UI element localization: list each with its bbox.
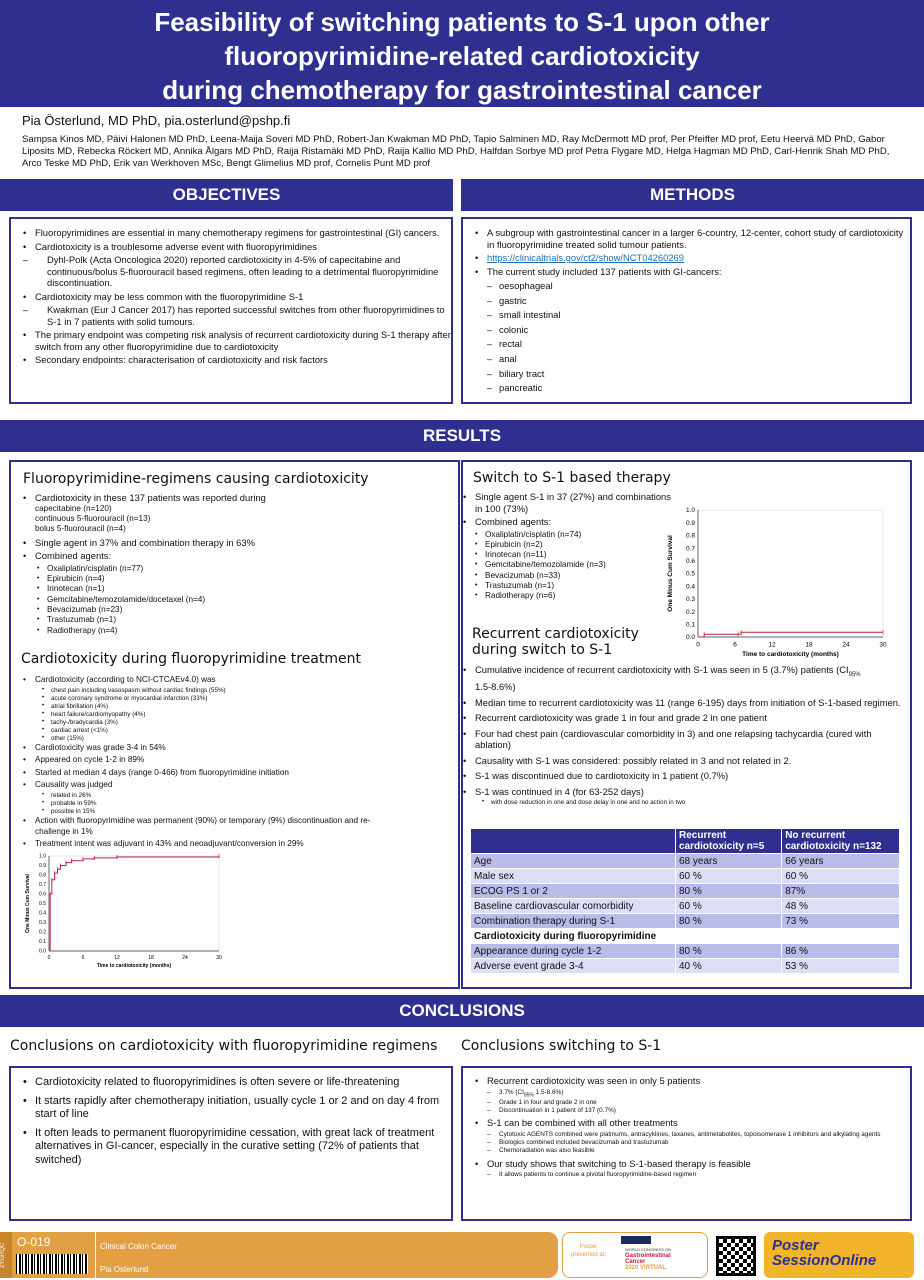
table-cell: Appearance during cycle 1-2: [471, 944, 676, 959]
x-tick-label: 6: [81, 955, 85, 961]
recurrent-item: • S-1 was discontinued due to cardiotoxicity in 1 patient (0.7%): [451, 770, 901, 782]
table-cell: 66 years: [782, 854, 900, 869]
conclusion-subitem: – It allows patients to continue a pivotal fluoropyrimidine-based regimen: [475, 1171, 910, 1179]
cardiotox-item: • Treatment intent was adjuvant in 43% and neoadjuvant/conversion in 29%: [11, 839, 451, 849]
title-line-3: during chemotherapy for gastrointestinal cancer: [162, 75, 762, 105]
y-tick-label: 0.1: [685, 621, 695, 629]
postersessiononline-logo[interactable]: [764, 1232, 914, 1278]
y-tick-label: 0.0: [685, 634, 695, 642]
y-axis-label: One Minus Cum Survival: [25, 874, 31, 933]
s1-combined-agent: • Irinotecan (n=11): [473, 550, 671, 560]
table-row: [471, 959, 900, 974]
x-axis-label: Time to cardiotoxicity (months): [742, 651, 839, 658]
table-cell: 53 %: [782, 959, 900, 974]
poster-code: O-019: [17, 1235, 51, 1249]
cardiotox-item: • Causality was judged: [11, 780, 451, 790]
regimen-item: • Combined agents:: [11, 550, 451, 562]
cardiotox-heading: Cardiotoxicity during fluoropyrimidine treatment: [21, 651, 361, 667]
table-header-cell: Recurrent cardiotoxicity n=5: [676, 829, 782, 854]
site-item: – oesophageal: [475, 279, 910, 294]
conclusion-item: • S-1 can be combined with all other treatments: [463, 1117, 910, 1129]
combined-agent: • Radiotherapy (n=4): [35, 626, 451, 636]
footer-vertical-code: 2YGRQC: [0, 1232, 12, 1278]
site-item: – small intestinal: [475, 308, 910, 323]
x-tick-label: 18: [805, 641, 813, 649]
combined-agent: • Epirubicin (n=4): [35, 574, 451, 584]
table-cell: 87%: [782, 884, 900, 899]
s1-combined-agent: • Epirubicin (n=2): [473, 540, 671, 550]
regimen-detail: bolus 5-fluorouracil (n=4): [35, 524, 126, 534]
regimens-heading: Fluoropyrimidine-regimens causing cardiotoxicity: [23, 471, 369, 487]
plot-frame: [49, 856, 219, 951]
y-tick-label: 0.3: [685, 596, 695, 604]
recurrent-item: • Four had chest pain (cardiovascular comorbidity in 3) and one relapsing tachycardia (cured with ablation): [451, 728, 901, 751]
causality-item: • possible in 15%: [41, 808, 451, 816]
table-cell: 73 %: [782, 914, 900, 929]
conclusion-subitem: – Cytotoxic AGENTS combined were platinums, antracyklines, taxanes, antimetabolites, topoisomerase 1 inhibitors and alkylating agents: [475, 1131, 902, 1139]
table-cell: 80 %: [676, 884, 782, 899]
conclusion-item: • It starts rapidly after chemotherapy initiation, usually cycle 1 or 2 and on day 4 from start of line: [11, 1095, 441, 1122]
table-cell: Baseline cardiovascular comorbidity: [471, 899, 676, 914]
methods-header: METHODS: [461, 179, 924, 211]
comparison-table: [470, 828, 900, 974]
qr-code[interactable]: [716, 1236, 756, 1276]
causality-item: • probable in 59%: [41, 800, 451, 808]
table-row: [471, 854, 900, 869]
objectives-header: OBJECTIVES: [0, 179, 453, 211]
y-tick-label: 0.8: [685, 532, 695, 540]
congress-name: WORLD CONGRESS ON Gastrointestinal Cancer 2020 VIRTUAL: [625, 1247, 672, 1271]
conclusions-right-heading: Conclusions switching to S-1: [461, 1038, 662, 1054]
x-tick-label: 6: [733, 641, 737, 649]
km-curve: [698, 632, 883, 637]
congress-badge: [562, 1232, 708, 1278]
cardiotox-type: • tachy-/bradycardia (3%): [41, 719, 451, 727]
method-link-item: [463, 252, 910, 264]
x-tick-label: 0: [696, 641, 700, 649]
conclusion-subitem: – Discontinuation in 1 patient of 137 (0.7%): [475, 1107, 910, 1115]
y-tick-label: 1.0: [39, 853, 46, 860]
table-row: [471, 944, 900, 959]
s1-combined-agent: • Oxaliplatin/cisplatin (n=74): [473, 530, 671, 540]
title-line-1: Feasibility of switching patients to S-1 upon other: [154, 7, 770, 37]
y-tick-label: 0.0: [39, 948, 46, 955]
y-tick-label: 0.7: [39, 882, 46, 889]
x-tick-label: 24: [182, 955, 188, 961]
y-tick-label: 0.7: [685, 545, 695, 553]
cardiotox-item: • Cardiotoxicity (according to NCI-CTCAEv4.0) was: [11, 675, 451, 685]
esmo-logo: [621, 1236, 651, 1244]
objective-item: • Cardiotoxicity is a troublesome adverse event with fluoropyrimidines: [11, 241, 451, 253]
y-tick-label: 0.3: [39, 920, 46, 927]
cardiotox-item: • Cardiotoxicity was grade 3-4 in 54%: [11, 743, 451, 753]
recurrent-heading: Recurrent cardiotoxicity during switch to S-1: [472, 626, 639, 658]
title-banner: [0, 0, 924, 107]
method-item: • A subgroup with gastrointestinal cancer in a larger 6-country, 12-center, cohort study of cardiotoxicity in fluoropyrimidine treated solid tumour patients.: [463, 227, 910, 250]
y-tick-label: 0.1: [39, 939, 46, 946]
recurrent-item: • Recurrent cardiotoxicity was grade 1 in four and grade 2 in one patient: [451, 712, 901, 724]
objective-item: • Fluoropyrimidines are essential in many chemotherapy regimens for gastrointestinal (GI) cancers.: [11, 227, 451, 239]
combined-agent: • Bevacizumab (n=23): [35, 605, 451, 615]
methods-box: [461, 217, 912, 404]
objective-subitem: – Kwakman (Eur J Cancer 2017) has reported successful switches from other fluoropyrimidines to S-1 in 7 patients with solid tumours.: [11, 304, 451, 327]
y-tick-label: 0.4: [39, 910, 46, 917]
y-tick-label: 0.4: [685, 583, 695, 591]
y-tick-label: 0.2: [685, 608, 695, 616]
conclusion-item: • Our study shows that switching to S-1-based therapy is feasible: [463, 1158, 910, 1170]
table-row: [471, 869, 900, 884]
combined-agent: • Oxaliplatin/cisplatin (n=77): [35, 564, 451, 574]
cardiotox-item: • Appeared on cycle 1-2 in 89%: [11, 755, 451, 765]
s1-combined-agent: • Trastuzumab (n=1): [473, 581, 671, 591]
table-row: [471, 884, 900, 899]
table-cell: Cardiotoxicity during fluoropyrimidine: [471, 929, 676, 944]
conclusions-right-box: [461, 1066, 912, 1221]
conclusions-left-box: [9, 1066, 453, 1221]
table-cell: 40 %: [676, 959, 782, 974]
table-cell: 48 %: [782, 899, 900, 914]
table-cell: ECOG PS 1 or 2: [471, 884, 676, 899]
table-row: [471, 929, 900, 944]
s1-combined-agent: • Gemcitabine/temozolamide (n=3): [473, 560, 671, 570]
table-cell: [782, 929, 900, 944]
objective-item: • The primary endpoint was competing risk analysis of recurrent cardiotoxicity during S-1 therapy after switch from any other fluoropyrimidine due to cardiotoxicity: [11, 329, 451, 352]
recurrent-item: • S-1 was continued in 4 (for 63-252 days): [451, 786, 901, 798]
site-item: – gastric: [475, 294, 910, 309]
table-header-cell: No recurrent cardiotoxicity n=132: [782, 829, 900, 854]
cardiotox-type: • cardiac arrest (<1%): [41, 727, 451, 735]
objective-item: • Secondary endpoints: characterisation of cardiotoxicity and risk factors: [11, 354, 451, 366]
combined-agent: • Gemcitabine/temozolamide/docetaxel (n=4): [35, 595, 451, 605]
y-tick-label: 1.0: [685, 507, 695, 515]
presented-at: Poster presented at:: [571, 1244, 607, 1258]
table-row: [471, 914, 900, 929]
results-right-box: [461, 460, 912, 989]
regimen-item: • Single agent in 37% and combination therapy in 63%: [11, 537, 451, 549]
x-tick-label: 30: [216, 955, 222, 961]
objective-item: • Cardiotoxicity may be less common with the fluoropyrimidine S-1: [11, 291, 451, 303]
table-cell: 60 %: [676, 899, 782, 914]
conclusion-subitem: – Grade 1 in four and grade 2 in one: [475, 1099, 910, 1107]
session-name: Clinical Colon Cancer: [100, 1242, 177, 1251]
y-tick-label: 0.9: [39, 863, 46, 870]
cardiotox-item: • Started at median 4 days (range 0-466) from fluoropyrimidine initiation: [11, 768, 451, 778]
table-cell: [676, 929, 782, 944]
table-header-row: [471, 829, 900, 854]
x-tick-label: 12: [114, 955, 120, 961]
results-left-box: [9, 460, 460, 989]
barcode: [16, 1254, 88, 1274]
recurrent-subitem: • with dose reduction in one and dose delay in one and no action in two: [481, 799, 901, 807]
site-item: – rectal: [475, 337, 910, 352]
table-cell: Male sex: [471, 869, 676, 884]
combined-agent: • Trastuzumab (n=1): [35, 615, 451, 625]
x-tick-label: 12: [768, 641, 776, 649]
objective-subitem: – Dyhl-Polk (Acta Oncologica 2020) reported cardiotoxicity in 4-5% of capecitabine and continuous/bolus 5-fluorouracil based regimens, often leading to a detrimental fluoropyrimidine discontinuation.: [11, 254, 451, 289]
cardiotox-item: • Action with fluoropyrimidine was permanent (90%) or temporary (9%) discontinuation and re-challenge in 1%: [11, 816, 451, 837]
site-item: – colonic: [475, 323, 910, 338]
clinicaltrials-link[interactable]: https://clinicaltrials.gov/ct2/show/NCT04260269: [487, 252, 684, 263]
table-cell: 86 %: [782, 944, 900, 959]
presenter: Pia Österlund, MD PhD, pia.osterlund@pshp.fi: [22, 113, 291, 128]
table-cell: Adverse event grade 3-4: [471, 959, 676, 974]
cardiotox-type: • other (15%): [41, 735, 451, 743]
plot-frame: [698, 510, 883, 637]
table-cell: 80 %: [676, 914, 782, 929]
x-tick-label: 30: [879, 641, 887, 649]
footer-bar: [0, 1232, 558, 1278]
km-chart-fluoropyrimidine: [27, 850, 227, 975]
table-cell: Combination therapy during S-1: [471, 914, 676, 929]
regimen-detail: continuous 5-fluorouracil (n=13): [35, 513, 151, 523]
conclusion-subitem: – Chemoradiation was also feasible: [475, 1147, 902, 1155]
conclusion-subitem: – 3.7% ($CI_{95\%}$ 1.5-8.6%): [475, 1089, 910, 1099]
regimen-item: • Cardiotoxicity in these 137 patients was reported during capecitabine (n=120) continuous 5-fluorouracil (n=13) bolus 5-fluorouracil (n=4): [11, 492, 451, 535]
authors: Sampsa Kinos MD, Päivi Halonen MD PhD, Leena-Maija Soveri MD PhD, Robert-Jan Kwakman MD PhD, Tapio Salminen MD, Ray McDermott MD prof, Per Pfeiffer MD prof, Eetu Heervä MD PhD, Gabor Liposits MD, Rebecka Röckert MD, Annika Ålgars MD PhD, Raija Ristamäki MD PhD, Raija Kallio MD PhD, Halfdan Sorbye MD prof Petra Flygare MD, Helga Hagman MD PhD, Carl-Henrik Shah MD PhD, Arco Teske MD PhD, Erik van Werkhoven MSc, Bengt Glimelius MD prof, Cornelis Punt MD prof: [22, 134, 890, 169]
results-header: RESULTS: [0, 420, 924, 452]
causality-item: • related in 26%: [41, 792, 451, 800]
switch-item: • Combined agents:: [451, 516, 671, 528]
y-tick-label: 0.6: [685, 557, 695, 565]
s1-combined-agent: • Radiotherapy (n=6): [473, 591, 671, 601]
y-tick-label: 0.2: [39, 929, 46, 936]
conclusions-left-heading: Conclusions on cardiotoxicity with fluoropyrimidine regimens: [10, 1038, 438, 1054]
x-tick-label: 18: [148, 955, 154, 961]
conclusion-subitem: – Biologics combined included bevacizumab and trastuzumab: [475, 1139, 902, 1147]
x-tick-label: 24: [842, 641, 850, 649]
y-tick-label: 0.5: [685, 570, 695, 578]
y-axis-label: One Minus Cum Survival: [667, 535, 674, 612]
x-tick-label: 0: [47, 955, 51, 961]
switch-heading: Switch to S-1 based therapy: [473, 470, 671, 486]
title-line-2: fluoropyrimidine-related cardiotoxicity: [224, 41, 700, 71]
logo-text: Poster SessionOnline: [772, 1237, 877, 1269]
table-cell: 60 %: [676, 869, 782, 884]
site-item: – pancreatic: [475, 381, 910, 396]
conclusion-item: • It often leads to permanent fluoropyrimidine cessation, with great lack of treatment alternatives in GI-cancer, especially in the curative setting (72% of patients that switched): [11, 1127, 441, 1168]
s1-combined-agent: • Bevacizumab (n=33): [473, 571, 671, 581]
table-cell: 68 years: [676, 854, 782, 869]
cardiotox-type: • atrial fibrillation (4%): [41, 703, 451, 711]
recurrent-item: • Cumulative incidence of recurrent cardiotoxicity with S-1 was seen in 5 (3.7%) patients ($CI_{95\%}$ 1.5-8.6%): [451, 664, 901, 693]
switch-item: • Single agent S-1 in 37 (27%) and combinations in 100 (73%): [451, 491, 671, 514]
y-tick-label: 0.5: [39, 901, 46, 908]
method-item: • The current study included 137 patients with GI-cancers:: [463, 266, 910, 278]
recurrent-item: • Median time to recurrent cardiotoxicity was 11 (range 6-195) days from initiation of S-1-based regimen.: [451, 697, 901, 709]
table-header-cell: [471, 829, 676, 854]
table-cell: Age: [471, 854, 676, 869]
site-item: – biliary tract: [475, 367, 910, 382]
table-row: [471, 899, 900, 914]
y-tick-label: 0.8: [39, 872, 46, 879]
site-list: [463, 279, 910, 396]
site-item: – anal: [475, 352, 910, 367]
conclusion-item: • Recurrent cardiotoxicity was seen in only 5 patients: [463, 1075, 910, 1087]
y-tick-label: 0.6: [39, 891, 46, 898]
footer-author: Pia Osterlund: [100, 1265, 149, 1274]
objectives-box: [9, 217, 453, 404]
recurrent-item: • Causality with S-1 was considered: possibly related in 3 and not related in 2.: [451, 755, 901, 767]
km-curve: [49, 856, 219, 951]
y-tick-label: 0.9: [685, 519, 695, 527]
conclusions-header: CONCLUSIONS: [0, 995, 924, 1027]
regimen-detail: capecitabine (n=120): [35, 503, 112, 513]
table-cell: 60 %: [782, 869, 900, 884]
cardiotox-type: • acute coronary syndrome or myocardial infarction (33%): [41, 695, 451, 703]
conclusion-item: • Cardiotoxicity related to fluoropyrimidines is often severe or life-threatening: [11, 1076, 441, 1090]
cardiotox-type: • heart failure/cardiomyopathy (4%): [41, 711, 451, 719]
x-axis-label: Time to cardiotoxicity (months): [96, 963, 172, 969]
table-cell: 80 %: [676, 944, 782, 959]
combined-agent: • Irinotecan (n=1): [35, 584, 451, 594]
km-chart-s1: [667, 502, 893, 658]
cardiotox-type: • chest pain including vasospasm without cardiac findings (55%): [41, 687, 451, 695]
